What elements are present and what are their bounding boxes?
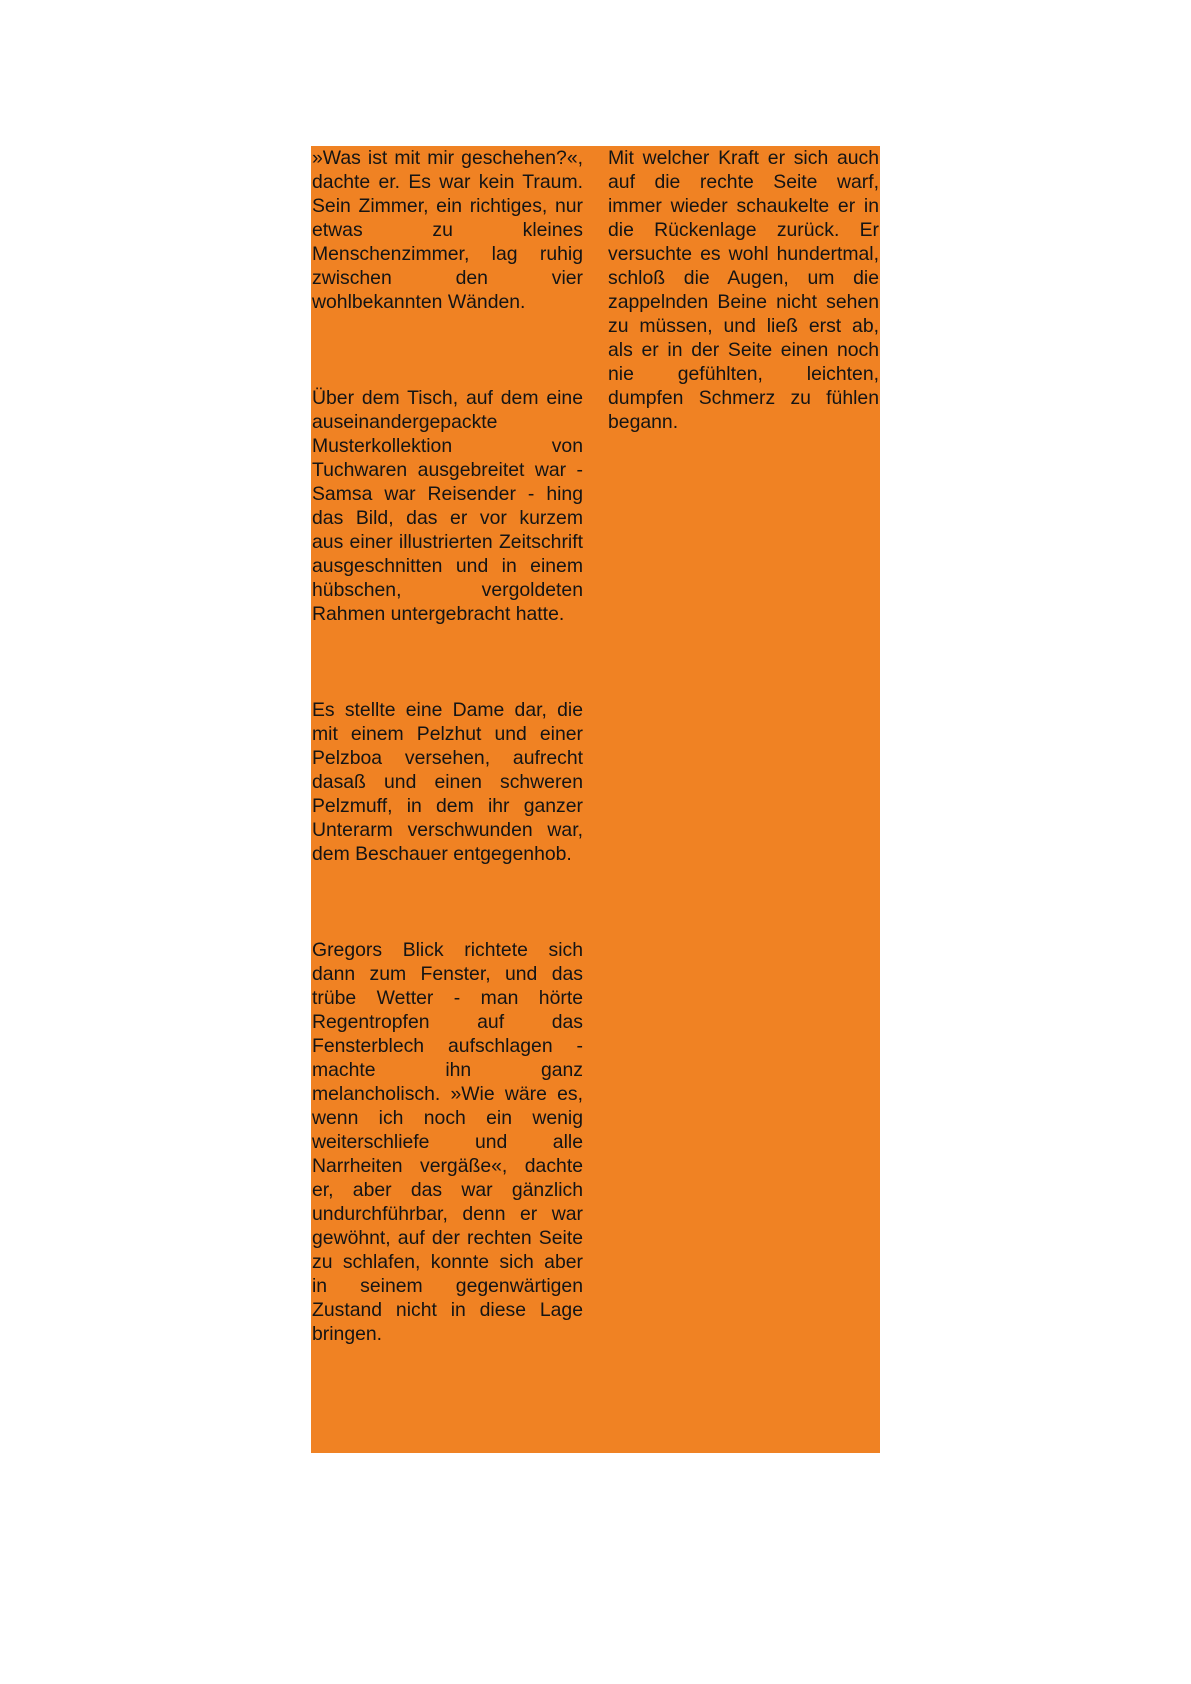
right-text-column xyxy=(608,146,879,434)
left-text-column xyxy=(312,146,583,1346)
paragraph: Es stellte eine Dame dar, die mit einem Pelzhut und einer Pelzboa versehen, aufrecht dasaß und einen schweren Pelzmuff, in dem ihr ganzer Unterarm verschwunden war, dem Beschauer entgegenhob. xyxy=(312,699,583,865)
paragraph: »Was ist mit mir geschehen?«, dachte er. Es war kein Traum. Sein Zimmer, ein richtiges, nur etwas zu kleines Menschenzimmer, lag ruhig zwischen den vier wohlbekannten Wänden. xyxy=(312,147,583,313)
paragraph: Gregors Blick richtete sich dann zum Fenster, und das trübe Wetter - man hörte Regentropfen auf das Fensterblech aufschlagen - machte ihn ganz melancholisch. »Wie wäre es, wenn ich noch ein wenig weiterschliefe und alle Narrheiten vergäße«, dachte er, aber das war gänzlich undurchführbar, denn er war gewöhnt, auf der rechten Seite zu schlafen, konnte sich aber in seinem gegenwärtigen Zustand nicht in diese Lage bringen. xyxy=(312,939,583,1345)
paragraph: Über dem Tisch, auf dem eine auseinandergepackte Musterkollektion von Tuchwaren ausgebreitet war - Samsa war Reisender - hing das Bild, das er vor kurzem aus einer illustrierten Zeitschrift ausgeschnitten und in einem hübschen, vergoldeten Rahmen untergebracht hatte. xyxy=(312,387,583,625)
paragraph: Mit welcher Kraft er sich auch auf die rechte Seite warf, immer wieder schaukelte er in die Rückenlage zurück. Er versuchte es wohl hundertmal, schloß die Augen, um die zappelnden Beine nicht sehen zu müssen, und ließ erst ab, als er in der Seite einen noch nie gefühlten, leichten, dumpfen Schmerz zu fühlen begann. xyxy=(608,147,879,433)
